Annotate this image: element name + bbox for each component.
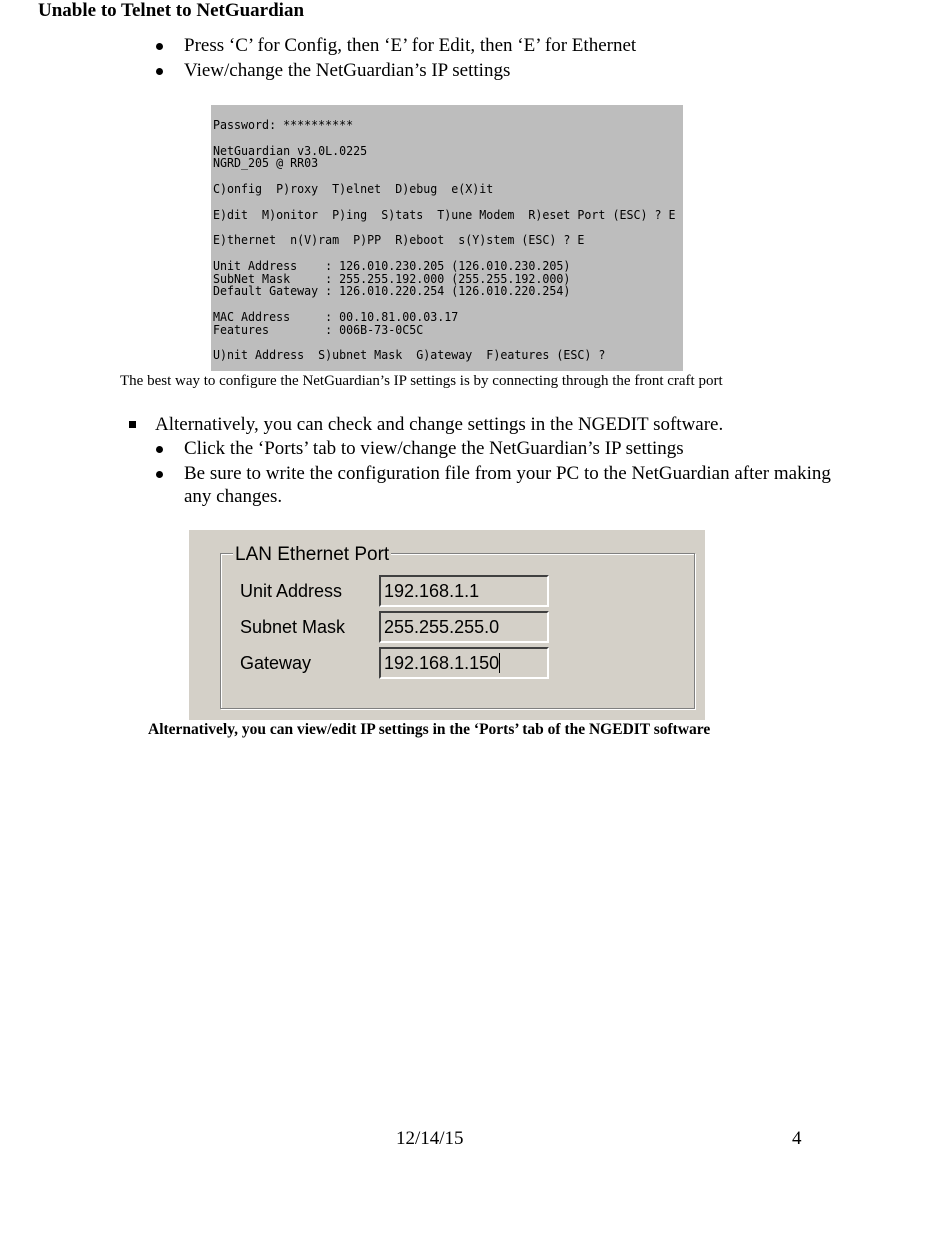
bullet-view-settings: View/change the NetGuardian’s IP settings bbox=[184, 60, 511, 81]
page-number: 4 bbox=[792, 1128, 802, 1149]
bullet-write-config: Be sure to write the configuration file from your PC to the NetGuardian after making bbox=[184, 463, 831, 484]
footer-date: 12/14/15 bbox=[396, 1128, 464, 1149]
text-caret bbox=[499, 653, 500, 673]
ngedit-dialog-screenshot bbox=[189, 530, 705, 720]
gateway-field[interactable] bbox=[379, 647, 549, 679]
dialog-caption: Alternatively, you can view/edit IP settings in the ‘Ports’ tab of the NGEDIT software bbox=[148, 721, 711, 738]
bullet-dot bbox=[156, 446, 163, 453]
unit-address-label: Unit Address bbox=[240, 581, 343, 601]
bullet-ports-tab: Click the ‘Ports’ tab to view/change the NetGuardian’s IP settings bbox=[184, 438, 684, 459]
section-heading: Unable to Telnet to NetGuardian bbox=[38, 0, 305, 21]
gateway-label: Gateway bbox=[240, 653, 312, 673]
bullet-square bbox=[129, 421, 136, 428]
terminal-text: Password: ********** NetGuardian v3.0L.0225 NGRD_205 @ RR03 C)onfig P)roxy T)elnet D)ebug e(X)it E)dit M)onitor P)ing S)tats T)une Modem R)eset Port (ESC) ? E E)thernet n(V)ram P)PP R)eboot s(Y)stem (ESC) ? E Unit Address : 126.010.230.205 (126.010.230.205) SubNet Mask : 255.255.192.000 (255.255.192.000) Default Gateway : 126.010.220.254 (126.010.220.254) MAC Address : 00.10.81.00.03.17 Features : 006B-73-0C5C U)nit Address S)ubnet Mask G)ateway F)eatures (ESC) ? bbox=[213, 118, 676, 363]
bullet-write-config-cont: any changes. bbox=[184, 486, 283, 507]
subnet-mask-field[interactable]: 255.255.255.0 bbox=[379, 611, 549, 643]
bullet-alternative: Alternatively, you can check and change settings in the NGEDIT software. bbox=[155, 414, 724, 435]
telnet-terminal-screenshot bbox=[211, 105, 683, 371]
gateway-value: 192.168.1.150 bbox=[384, 653, 500, 673]
groupbox-title: LAN Ethernet Port bbox=[235, 544, 390, 565]
terminal-caption: The best way to configure the NetGuardian’s IP settings is by connecting through the front craft port bbox=[120, 373, 723, 389]
bullet-dot bbox=[156, 68, 163, 75]
bullet-dot bbox=[156, 471, 163, 478]
bullet-config-step: Press ‘C’ for Config, then ‘E’ for Edit, then ‘E’ for Ethernet bbox=[184, 35, 637, 56]
subnet-mask-label: Subnet Mask bbox=[240, 617, 346, 637]
bullet-dot bbox=[156, 43, 163, 50]
unit-address-field[interactable]: 192.168.1.1 bbox=[379, 575, 549, 607]
